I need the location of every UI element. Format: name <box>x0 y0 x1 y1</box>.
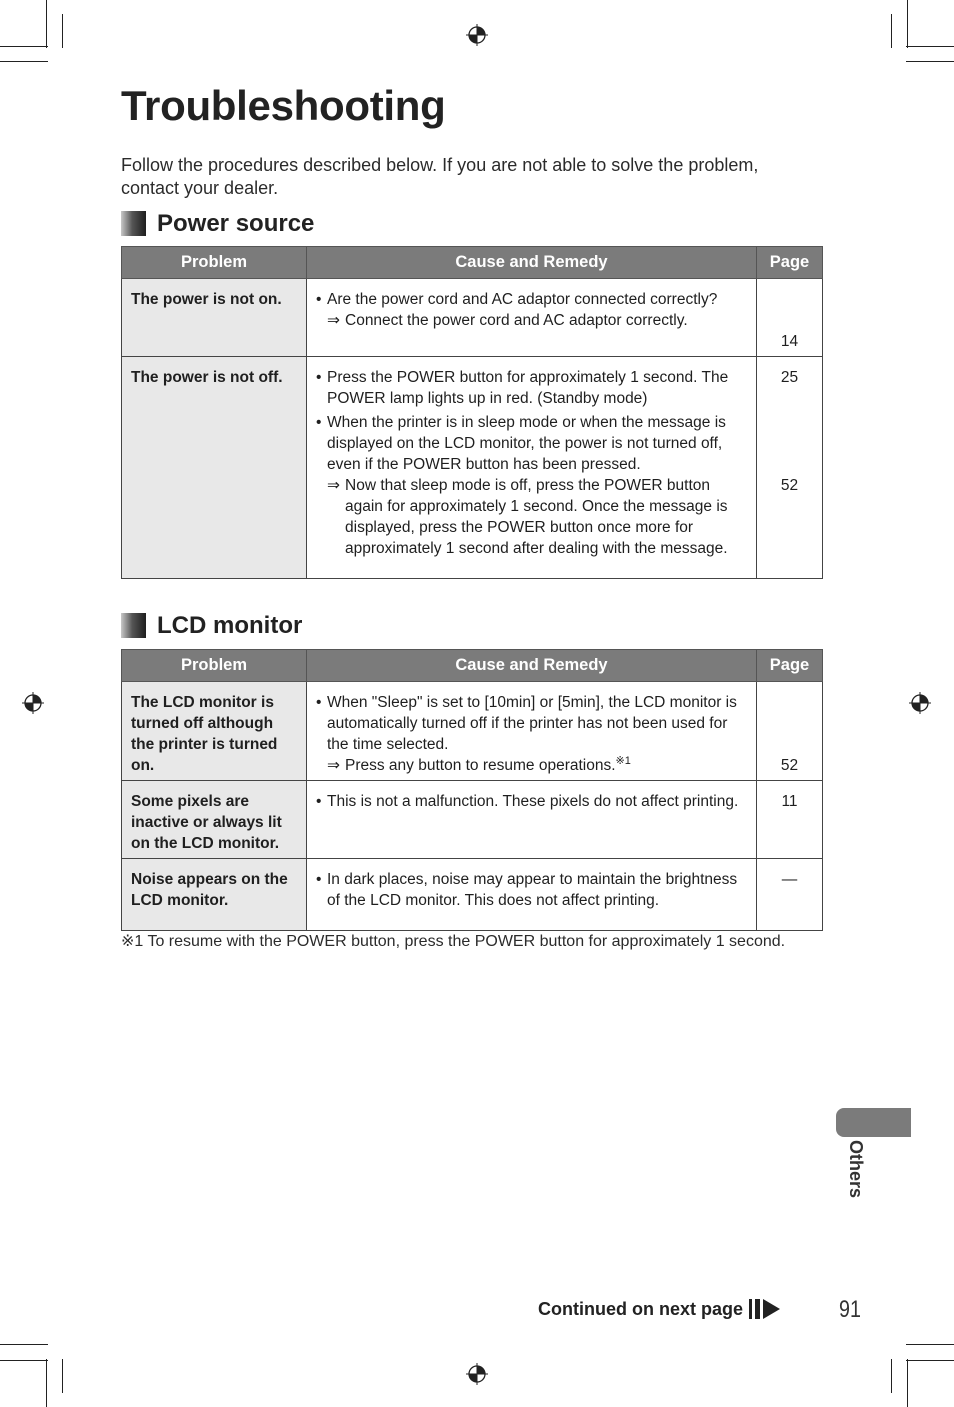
crop-mark <box>46 0 47 48</box>
table-row <box>122 859 823 931</box>
page-title: Troubleshooting <box>121 82 446 129</box>
crop-mark <box>906 46 954 47</box>
table-header-row <box>122 650 823 682</box>
page-cell <box>757 682 823 781</box>
crop-mark <box>62 14 63 48</box>
cause-text: Press the POWER button for approximately 1 second. The POWER lamp lights up in red. (Standby mode) <box>327 369 729 407</box>
page-cell <box>757 781 823 859</box>
cause-bullet <box>316 791 747 812</box>
problem-cell: The power is not on. <box>122 279 307 357</box>
crop-mark <box>62 1359 63 1393</box>
crosshair-circle-icon <box>466 1363 488 1385</box>
crop-mark <box>906 61 954 62</box>
remedy-text: ⇒ Now that sleep mode is off, press the POWER button again for approximately 1 second. Once the message is displayed, press the POWER button once more for approximately 1 second after dealing with the message. <box>327 475 747 559</box>
cause-cell <box>307 682 757 781</box>
section-tab <box>836 1108 911 1137</box>
page-ref: 11 <box>781 793 798 810</box>
cause-bullet <box>316 692 747 776</box>
cause-bullet <box>316 412 747 559</box>
cause-cell <box>307 859 757 931</box>
problem-cell: Some pixels are inactive or always lit on the LCD monitor. <box>122 781 307 859</box>
cause-cell <box>307 357 757 579</box>
crosshair-circle-icon <box>909 692 931 714</box>
table-row <box>122 279 823 357</box>
problem-cell: The LCD monitor is turned off although the printer is turned on. <box>122 682 307 781</box>
section-marker <box>121 211 146 236</box>
page-cell <box>757 357 823 579</box>
page-ref: 52 <box>780 757 799 774</box>
cause-text: This is not a malfunction. These pixels do not affect printing. <box>327 793 739 810</box>
table-header-row <box>122 247 823 279</box>
column-header-page: Page <box>757 650 823 682</box>
crop-mark <box>891 14 892 48</box>
column-header-cause: Cause and Remedy <box>307 650 757 682</box>
column-header-problem: Problem <box>122 247 307 279</box>
cause-text: When the printer is in sleep mode or when the message is displayed on the LCD monitor, the power is not turned off, even if the POWER button has been pressed. <box>327 414 726 473</box>
table-row <box>122 682 823 781</box>
cause-cell <box>307 781 757 859</box>
crop-mark <box>0 61 48 62</box>
section-title: Power source <box>157 209 315 237</box>
cause-cell <box>307 279 757 357</box>
crop-mark <box>891 1359 892 1393</box>
crop-mark <box>907 0 908 48</box>
cause-text: When "Sleep" is set to [10min] or [5min], the LCD monitor is automatically turned off if the printer has not been used for the time selected. <box>327 694 737 753</box>
crop-mark <box>0 1344 48 1345</box>
column-header-page: Page <box>757 247 823 279</box>
remedy-line <box>327 755 747 776</box>
crop-mark <box>906 1360 954 1361</box>
cause-text: Are the power cord and AC adaptor connected correctly? <box>327 291 718 308</box>
page-number: 91 <box>839 1296 861 1323</box>
crop-mark <box>907 1359 908 1407</box>
continued-indicator <box>538 1298 781 1320</box>
section-heading-power-source <box>121 210 314 237</box>
page-ref: 25 <box>780 369 799 386</box>
crop-mark <box>46 1359 47 1407</box>
cause-bullet <box>316 289 747 331</box>
column-header-problem: Problem <box>122 650 307 682</box>
section-tab-label <box>826 1140 880 1210</box>
table-row <box>122 357 823 579</box>
crop-mark <box>906 1344 954 1345</box>
page-ref: 14 <box>780 333 799 350</box>
power-source-table <box>121 246 823 579</box>
section-marker <box>121 613 146 638</box>
remedy-text: Press any button to resume operations. <box>345 757 616 774</box>
crosshair-circle-icon <box>22 692 44 714</box>
continued-text: Continued on next page <box>538 1298 743 1319</box>
crop-mark <box>0 46 48 47</box>
page-ref: — <box>781 871 798 888</box>
section-tab-text: Others <box>846 1140 866 1199</box>
section-title: LCD monitor <box>157 611 303 639</box>
crosshair-circle-icon <box>466 24 488 46</box>
next-page-arrow-icon <box>749 1298 781 1320</box>
cause-bullet <box>316 367 747 409</box>
column-header-cause: Cause and Remedy <box>307 247 757 279</box>
table-row <box>122 781 823 859</box>
problem-cell: Noise appears on the LCD monitor. <box>122 859 307 931</box>
crop-mark <box>0 1360 48 1361</box>
problem-cell: The power is not off. <box>122 357 307 579</box>
page-cell <box>757 859 823 931</box>
page-ref: 52 <box>780 477 799 494</box>
intro-text: Follow the procedures described below. If you are not able to solve the problem, contact your dealer. <box>121 155 759 198</box>
remedy-text: ⇒ Connect the power cord and AC adaptor correctly. <box>327 310 747 331</box>
section-heading-lcd-monitor <box>121 612 302 639</box>
lcd-monitor-table <box>121 649 823 931</box>
page-cell <box>757 279 823 357</box>
footnote: ※1 To resume with the POWER button, press the POWER button for approximately 1 second. <box>121 933 786 950</box>
cause-text: In dark places, noise may appear to maintain the brightness of the LCD monitor. This does not affect printing. <box>327 871 738 909</box>
footnote-ref: ※1 <box>615 754 631 767</box>
cause-bullet <box>316 869 747 911</box>
